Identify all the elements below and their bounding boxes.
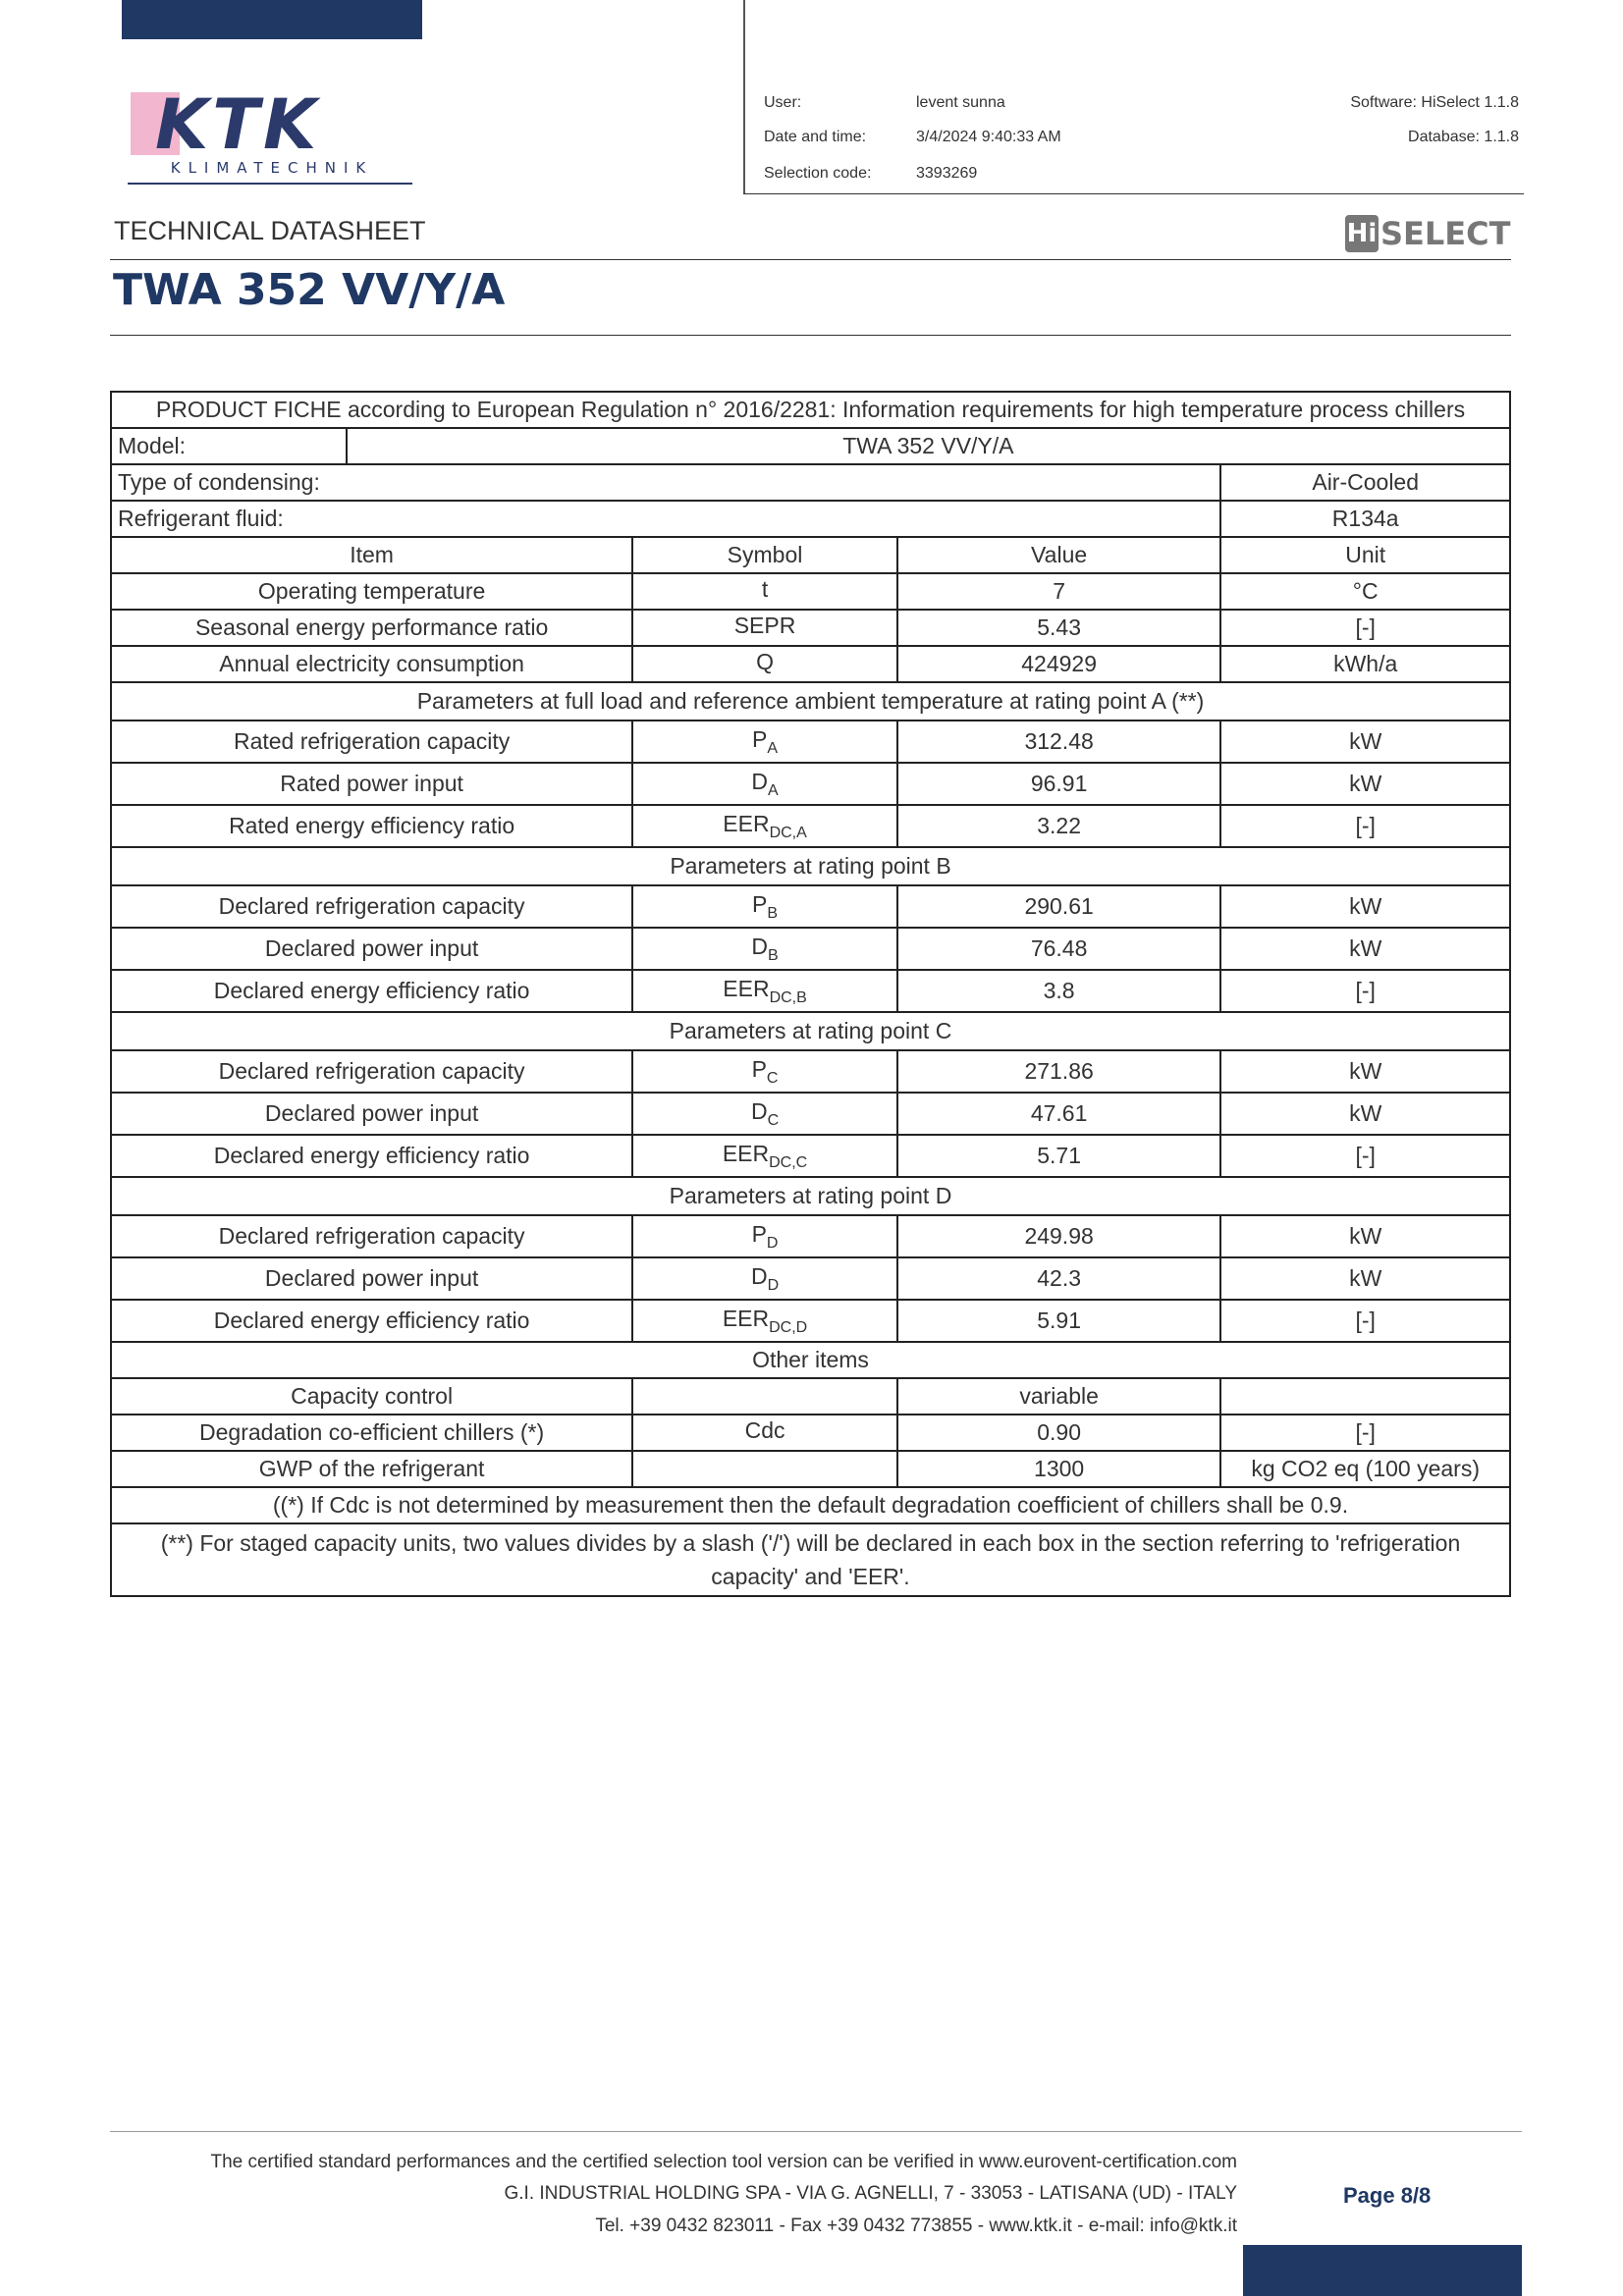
value-cell: variable: [897, 1378, 1221, 1415]
item-cell: Degradation co-efficient chillers (*): [111, 1415, 632, 1451]
symbol-text: EER: [722, 1305, 770, 1331]
symbol-cell: [632, 885, 897, 928]
symbol-cell: [632, 1415, 897, 1451]
page-number: Page 8/8: [1343, 2183, 1432, 2208]
item-cell: Annual electricity consumption: [111, 646, 632, 682]
symbol-subscript: D: [767, 1276, 780, 1294]
unit-cell: kg CO2 eq (100 years): [1220, 1451, 1510, 1487]
item-cell: Declared power input: [111, 928, 632, 970]
hiselect-logo: [1345, 212, 1510, 255]
item-cell: Operating temperature: [111, 573, 632, 610]
symbol-text: P: [752, 725, 768, 752]
symbol-cell: [632, 1093, 897, 1135]
model-row: [111, 428, 1510, 464]
item-cell: Rated energy efficiency ratio: [111, 805, 632, 847]
data-row: [111, 1215, 1510, 1257]
footer-address: G.I. INDUSTRIAL HOLDING SPA - VIA G. AGNELLI, 7 - 33053 - LATISANA (UD) - ITALY: [504, 2183, 1237, 2204]
value-cell: 76.48: [897, 928, 1221, 970]
symbol-cell: [632, 1215, 897, 1257]
section-title: Parameters at rating point D: [111, 1177, 1510, 1215]
item-cell: Capacity control: [111, 1378, 632, 1415]
unit-cell: kW: [1220, 1215, 1510, 1257]
symbol-subscript: B: [767, 904, 779, 922]
symbol-cell: [632, 805, 897, 847]
symbol-subscript: DC,D: [769, 1318, 808, 1336]
document-type: TECHNICAL DATASHEET: [114, 216, 426, 245]
symbol-text: EER: [722, 1140, 770, 1166]
symbol-text: D: [751, 768, 768, 794]
data-row: [111, 1378, 1510, 1415]
symbol-text: P: [751, 1055, 767, 1082]
data-row: [111, 610, 1510, 646]
unit-cell: kW: [1220, 928, 1510, 970]
section-title: Parameters at full load and reference ambient temperature at rating point A (**): [111, 682, 1510, 721]
section-title-row: [111, 682, 1510, 721]
database-version: Database: 1.1.8: [1408, 129, 1519, 145]
unit-cell: kW: [1220, 721, 1510, 763]
unit-cell: [1220, 1378, 1510, 1415]
unit-cell: kW: [1220, 885, 1510, 928]
symbol-text: P: [751, 1220, 767, 1247]
item-cell: GWP of the refrigerant: [111, 1451, 632, 1487]
symbol-subscript: A: [768, 781, 779, 799]
symbol-subscript: DC,C: [769, 1153, 808, 1171]
unit-cell: °C: [1220, 573, 1510, 610]
note-staged: (**) For staged capacity units, two values divides by a slash ('/') will be declared in each box in the section referring to 'refrigeration capacity' and 'EER'.: [111, 1523, 1510, 1596]
unit-cell: kW: [1220, 1257, 1510, 1300]
item-cell: Declared energy efficiency ratio: [111, 1135, 632, 1177]
model-title: TWA 352 VV/Y/A: [113, 265, 506, 315]
bottom-accent-bar: [1243, 2245, 1522, 2296]
symbol-cell: [632, 1378, 897, 1415]
symbol-cell: [632, 763, 897, 805]
unit-cell: [-]: [1220, 805, 1510, 847]
symbol-text: D: [750, 1262, 768, 1289]
symbol-cell: [632, 610, 897, 646]
item-cell: Rated refrigeration capacity: [111, 721, 632, 763]
value-cell: 3.8: [897, 970, 1221, 1012]
other-items-title-row: [111, 1342, 1510, 1378]
item-cell: Seasonal energy performance ratio: [111, 610, 632, 646]
value-cell: 7: [897, 573, 1221, 610]
data-row: [111, 646, 1510, 682]
value-cell: 5.43: [897, 610, 1221, 646]
symbol-text: Cdc: [744, 1416, 785, 1443]
unit-cell: [-]: [1220, 1300, 1510, 1342]
header-divider: [743, 0, 745, 193]
symbol-text: Q: [756, 648, 774, 674]
symbol-text: D: [750, 1097, 768, 1124]
symbol-cell: [632, 573, 897, 610]
header-rule: [743, 193, 1524, 194]
section-title: Parameters at rating point C: [111, 1012, 1510, 1050]
value-cell: 5.71: [897, 1135, 1221, 1177]
section-title-row: [111, 1177, 1510, 1215]
item-header: Item: [111, 537, 632, 573]
data-row: [111, 1451, 1510, 1487]
symbol-text: P: [752, 890, 768, 917]
logo-subtitle: KLIMATECHNIK: [170, 159, 374, 177]
hiselect-logo-text: SELECT: [1380, 215, 1511, 252]
hiselect-logo-box: Hi: [1345, 215, 1379, 252]
selection-code-label: Selection code:: [764, 165, 872, 182]
value-cell: 42.3: [897, 1257, 1221, 1300]
logo-wordmark: KTK: [155, 84, 321, 165]
symbol-text: SEPR: [733, 612, 796, 638]
symbol-subscript: C: [766, 1069, 779, 1087]
unit-cell: [-]: [1220, 610, 1510, 646]
data-row: [111, 1050, 1510, 1093]
value-header: Value: [897, 537, 1221, 573]
value-cell: 3.22: [897, 805, 1221, 847]
value-cell: 271.86: [897, 1050, 1221, 1093]
item-cell: Declared refrigeration capacity: [111, 885, 632, 928]
model-label: Model:: [111, 428, 347, 464]
value-cell: 312.48: [897, 721, 1221, 763]
logo-underline: [128, 183, 412, 185]
unit-header: Unit: [1220, 537, 1510, 573]
symbol-text: t: [761, 575, 769, 602]
unit-cell: [-]: [1220, 1135, 1510, 1177]
data-row: [111, 1300, 1510, 1342]
section-title-row: [111, 1012, 1510, 1050]
refrigerant-row: [111, 501, 1510, 537]
symbol-cell: [632, 1135, 897, 1177]
symbol-cell: [632, 970, 897, 1012]
item-cell: Rated power input: [111, 763, 632, 805]
footer-certification: The certified standard performances and the certified selection tool version can be verified in www.eurovent-certification.com: [210, 2152, 1237, 2172]
symbol-text: D: [751, 933, 768, 959]
symbol-subscript: DC,B: [769, 988, 807, 1006]
item-cell: Declared refrigeration capacity: [111, 1050, 632, 1093]
symbol-cell: [632, 1257, 897, 1300]
condensing-label: Type of condensing:: [111, 464, 1220, 501]
data-row: [111, 805, 1510, 847]
data-row: [111, 970, 1510, 1012]
symbol-cell: [632, 646, 897, 682]
symbol-subscript: A: [767, 739, 779, 757]
top-accent-bar: [122, 0, 422, 39]
data-row: [111, 1257, 1510, 1300]
symbol-cell: [632, 721, 897, 763]
item-cell: Declared refrigeration capacity: [111, 1215, 632, 1257]
selection-code-value: 3393269: [916, 165, 978, 182]
symbol-subscript: C: [767, 1111, 780, 1129]
value-cell: 290.61: [897, 885, 1221, 928]
symbol-header: Symbol: [632, 537, 897, 573]
column-header-row: [111, 537, 1510, 573]
value-cell: 0.90: [897, 1415, 1221, 1451]
unit-cell: kW: [1220, 763, 1510, 805]
user-label: User:: [764, 94, 802, 111]
symbol-cell: [632, 1451, 897, 1487]
unit-cell: [-]: [1220, 1415, 1510, 1451]
value-cell: 424929: [897, 646, 1221, 682]
refrigerant-label: Refrigerant fluid:: [111, 501, 1220, 537]
user-value: levent sunna: [916, 94, 1005, 111]
datetime-value: 3/4/2024 9:40:33 AM: [916, 129, 1061, 145]
data-row: [111, 1093, 1510, 1135]
symbol-subscript: DC,A: [769, 824, 807, 841]
data-row: [111, 721, 1510, 763]
software-version: Software: HiSelect 1.1.8: [1350, 94, 1519, 111]
fiche-title: PRODUCT FICHE according to European Regulation n° 2016/2281: Information requirements for high temperature process chillers: [111, 392, 1510, 428]
value-cell: 96.91: [897, 763, 1221, 805]
symbol-subscript: D: [766, 1234, 779, 1252]
value-cell: 47.61: [897, 1093, 1221, 1135]
unit-cell: kW: [1220, 1093, 1510, 1135]
symbol-cell: [632, 928, 897, 970]
value-cell: 1300: [897, 1451, 1221, 1487]
section-title: Parameters at rating point B: [111, 847, 1510, 885]
title-rule-bottom: [110, 335, 1511, 336]
symbol-text: EER: [723, 810, 770, 836]
item-cell: Declared power input: [111, 1093, 632, 1135]
other-items-title: Other items: [111, 1342, 1510, 1378]
unit-cell: kW: [1220, 1050, 1510, 1093]
symbol-cell: [632, 1300, 897, 1342]
data-row: [111, 1415, 1510, 1451]
refrigerant-value: R134a: [1220, 501, 1510, 537]
unit-cell: [-]: [1220, 970, 1510, 1012]
symbol-text: EER: [723, 975, 770, 1001]
value-cell: 249.98: [897, 1215, 1221, 1257]
unit-cell: kWh/a: [1220, 646, 1510, 682]
model-value: TWA 352 VV/Y/A: [347, 428, 1510, 464]
condensing-value: Air-Cooled: [1220, 464, 1510, 501]
data-row: [111, 1135, 1510, 1177]
condensing-row: [111, 464, 1510, 501]
ktk-logo: [128, 84, 422, 184]
value-cell: 5.91: [897, 1300, 1221, 1342]
section-title-row: [111, 847, 1510, 885]
note-staged-row: [111, 1523, 1510, 1596]
fiche-title-row: [111, 392, 1510, 428]
footer-rule: [110, 2131, 1522, 2132]
footer-contacts: Tel. +39 0432 823011 - Fax +39 0432 773855 - www.ktk.it - e-mail: info@ktk.it: [595, 2216, 1237, 2236]
symbol-subscript: B: [768, 946, 779, 964]
note-cdc-row: [111, 1487, 1510, 1523]
datetime-label: Date and time:: [764, 129, 867, 145]
title-rule-top: [110, 259, 1511, 260]
data-row: [111, 763, 1510, 805]
data-row: [111, 885, 1510, 928]
item-cell: Declared energy efficiency ratio: [111, 970, 632, 1012]
product-fiche-table: [110, 391, 1511, 1597]
symbol-cell: [632, 1050, 897, 1093]
data-row: [111, 573, 1510, 610]
item-cell: Declared energy efficiency ratio: [111, 1300, 632, 1342]
item-cell: Declared power input: [111, 1257, 632, 1300]
note-cdc: ((*) If Cdc is not determined by measurement then the default degradation coefficient of chillers shall be 0.9.: [111, 1487, 1510, 1523]
data-row: [111, 928, 1510, 970]
